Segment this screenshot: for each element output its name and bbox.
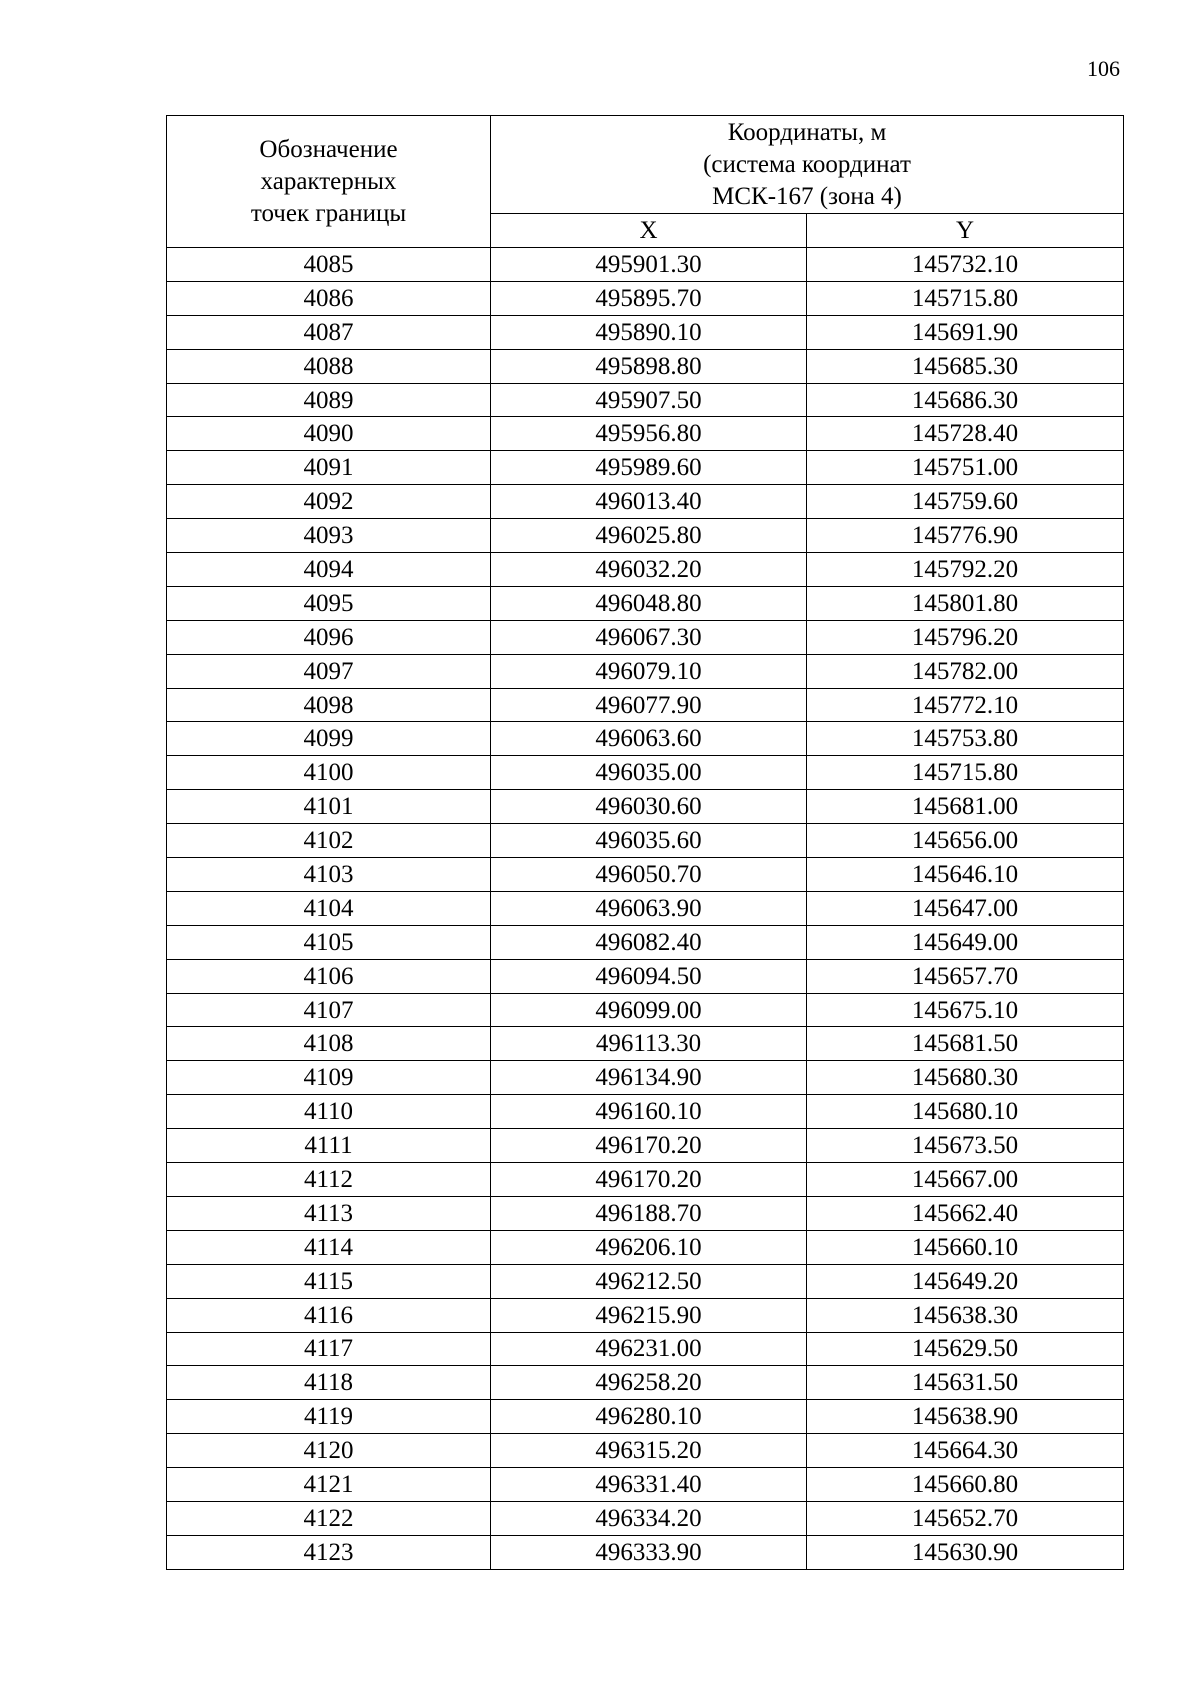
y-coordinate-cell: 145649.00	[807, 925, 1124, 959]
table-row	[167, 417, 1124, 451]
point-cell: 4123	[167, 1535, 491, 1569]
x-coordinate-cell: 496215.90	[491, 1298, 807, 1332]
x-coordinate-cell: 496035.60	[491, 824, 807, 858]
y-coordinate-cell: 145801.80	[807, 586, 1124, 620]
point-cell: 4103	[167, 858, 491, 892]
table-row	[167, 1298, 1124, 1332]
point-cell: 4097	[167, 654, 491, 688]
table-row	[167, 451, 1124, 485]
y-coordinate-cell: 145646.10	[807, 858, 1124, 892]
y-coordinate-cell: 145638.30	[807, 1298, 1124, 1332]
table-body	[167, 248, 1124, 1570]
y-coordinate-cell: 145680.10	[807, 1095, 1124, 1129]
point-cell: 4088	[167, 349, 491, 383]
point-cell: 4093	[167, 519, 491, 553]
y-coordinate-cell: 145657.70	[807, 959, 1124, 993]
y-coordinate-cell: 145680.30	[807, 1061, 1124, 1095]
table-row	[167, 1535, 1124, 1569]
x-coordinate-cell: 496067.30	[491, 620, 807, 654]
x-coordinate-cell: 496063.90	[491, 891, 807, 925]
x-coordinate-cell: 496094.50	[491, 959, 807, 993]
y-coordinate-cell: 145796.20	[807, 620, 1124, 654]
point-cell: 4099	[167, 722, 491, 756]
page-number: 106	[1087, 56, 1120, 81]
point-cell: 4101	[167, 790, 491, 824]
y-coordinate-cell: 145685.30	[807, 349, 1124, 383]
point-cell: 4089	[167, 383, 491, 417]
x-coordinate-cell: 496025.80	[491, 519, 807, 553]
y-coordinate-cell: 145667.00	[807, 1163, 1124, 1197]
y-coordinate-cell: 145662.40	[807, 1196, 1124, 1230]
designation-header	[167, 116, 491, 248]
y-coordinate-cell: 145638.90	[807, 1400, 1124, 1434]
table-row	[167, 1434, 1124, 1468]
table-row	[167, 1163, 1124, 1197]
y-coordinate-cell: 145691.90	[807, 315, 1124, 349]
y-coordinate-cell: 145732.10	[807, 248, 1124, 282]
y-coordinate-cell: 145681.50	[807, 1027, 1124, 1061]
point-cell: 4119	[167, 1400, 491, 1434]
point-cell: 4109	[167, 1061, 491, 1095]
x-coordinate-cell: 496206.10	[491, 1230, 807, 1264]
point-cell: 4122	[167, 1501, 491, 1535]
point-cell: 4120	[167, 1434, 491, 1468]
table-row	[167, 722, 1124, 756]
table-row	[167, 925, 1124, 959]
x-coordinate-cell: 495907.50	[491, 383, 807, 417]
y-coordinate-cell: 145753.80	[807, 722, 1124, 756]
x-coordinate-cell: 496258.20	[491, 1366, 807, 1400]
coordinates-table	[166, 115, 1124, 1570]
table-row	[167, 688, 1124, 722]
table-row	[167, 519, 1124, 553]
coordinates-header	[491, 116, 1124, 214]
point-cell: 4107	[167, 993, 491, 1027]
y-coordinate-cell: 145776.90	[807, 519, 1124, 553]
y-header: Y	[807, 214, 1124, 248]
table-row	[167, 654, 1124, 688]
point-cell: 4090	[167, 417, 491, 451]
table-header	[167, 116, 1124, 248]
designation-header-line: характерных	[260, 167, 397, 195]
point-cell: 4085	[167, 248, 491, 282]
point-cell: 4114	[167, 1230, 491, 1264]
x-coordinate-cell: 496050.70	[491, 858, 807, 892]
table-row	[167, 315, 1124, 349]
y-coordinate-cell: 145629.50	[807, 1332, 1124, 1366]
table-row	[167, 1230, 1124, 1264]
table-row	[167, 349, 1124, 383]
point-cell: 4108	[167, 1027, 491, 1061]
coordinates-header-line: МСК-167 (зона 4)	[712, 182, 902, 210]
point-cell: 4100	[167, 756, 491, 790]
table-row	[167, 553, 1124, 587]
table-row	[167, 586, 1124, 620]
x-coordinate-cell: 496212.50	[491, 1264, 807, 1298]
x-coordinate-cell: 496134.90	[491, 1061, 807, 1095]
point-cell: 4086	[167, 281, 491, 315]
coordinates-header-line: (система координат	[703, 150, 911, 178]
table-row	[167, 620, 1124, 654]
point-cell: 4111	[167, 1129, 491, 1163]
table-row	[167, 1501, 1124, 1535]
x-coordinate-cell: 496315.20	[491, 1434, 807, 1468]
table-row	[167, 1196, 1124, 1230]
x-coordinate-cell: 496077.90	[491, 688, 807, 722]
x-coordinate-cell: 496013.40	[491, 485, 807, 519]
point-cell: 4106	[167, 959, 491, 993]
y-coordinate-cell: 145652.70	[807, 1501, 1124, 1535]
table-row	[167, 858, 1124, 892]
y-coordinate-cell: 145647.00	[807, 891, 1124, 925]
table-row	[167, 248, 1124, 282]
x-coordinate-cell: 496032.20	[491, 553, 807, 587]
x-coordinate-cell: 496231.00	[491, 1332, 807, 1366]
designation-header-line: Обозначение	[259, 135, 398, 163]
x-coordinate-cell: 496063.60	[491, 722, 807, 756]
y-coordinate-cell: 145728.40	[807, 417, 1124, 451]
y-coordinate-cell: 145715.80	[807, 756, 1124, 790]
y-coordinate-cell: 145649.20	[807, 1264, 1124, 1298]
x-coordinate-cell: 496030.60	[491, 790, 807, 824]
point-cell: 4113	[167, 1196, 491, 1230]
x-coordinate-cell: 496170.20	[491, 1163, 807, 1197]
y-coordinate-cell: 145772.10	[807, 688, 1124, 722]
table-row	[167, 1468, 1124, 1502]
point-cell: 4112	[167, 1163, 491, 1197]
table-row	[167, 1129, 1124, 1163]
table-row	[167, 1264, 1124, 1298]
point-cell: 4087	[167, 315, 491, 349]
point-cell: 4098	[167, 688, 491, 722]
table-row	[167, 824, 1124, 858]
point-cell: 4095	[167, 586, 491, 620]
table-row	[167, 959, 1124, 993]
x-coordinate-cell: 496099.00	[491, 993, 807, 1027]
y-coordinate-cell: 145656.00	[807, 824, 1124, 858]
y-coordinate-cell: 145630.90	[807, 1535, 1124, 1569]
y-coordinate-cell: 145660.10	[807, 1230, 1124, 1264]
y-coordinate-cell: 145681.00	[807, 790, 1124, 824]
table-row	[167, 1061, 1124, 1095]
x-coordinate-cell: 496035.00	[491, 756, 807, 790]
x-coordinate-cell: 495901.30	[491, 248, 807, 282]
point-cell: 4121	[167, 1468, 491, 1502]
table-row	[167, 790, 1124, 824]
x-coordinate-cell: 496334.20	[491, 1501, 807, 1535]
table-row	[167, 1027, 1124, 1061]
table-row	[167, 1400, 1124, 1434]
y-coordinate-cell: 145664.30	[807, 1434, 1124, 1468]
x-coordinate-cell: 496170.20	[491, 1129, 807, 1163]
table-row	[167, 756, 1124, 790]
x-coordinate-cell: 495989.60	[491, 451, 807, 485]
y-coordinate-cell: 145660.80	[807, 1468, 1124, 1502]
point-cell: 4110	[167, 1095, 491, 1129]
y-coordinate-cell: 145751.00	[807, 451, 1124, 485]
y-coordinate-cell: 145759.60	[807, 485, 1124, 519]
x-coordinate-cell: 495956.80	[491, 417, 807, 451]
y-coordinate-cell: 145631.50	[807, 1366, 1124, 1400]
table-row	[167, 993, 1124, 1027]
point-cell: 4096	[167, 620, 491, 654]
x-coordinate-cell: 496188.70	[491, 1196, 807, 1230]
y-coordinate-cell: 145686.30	[807, 383, 1124, 417]
point-cell: 4092	[167, 485, 491, 519]
point-cell: 4094	[167, 553, 491, 587]
designation-header-line: точек границы	[250, 199, 407, 227]
x-coordinate-cell: 495890.10	[491, 315, 807, 349]
y-coordinate-cell: 145792.20	[807, 553, 1124, 587]
y-coordinate-cell: 145675.10	[807, 993, 1124, 1027]
point-cell: 4116	[167, 1298, 491, 1332]
y-coordinate-cell: 145782.00	[807, 654, 1124, 688]
x-coordinate-cell: 496048.80	[491, 586, 807, 620]
table-row	[167, 891, 1124, 925]
x-header: X	[491, 214, 807, 248]
point-cell: 4117	[167, 1332, 491, 1366]
point-cell: 4102	[167, 824, 491, 858]
x-coordinate-cell: 496079.10	[491, 654, 807, 688]
table-row	[167, 1332, 1124, 1366]
y-coordinate-cell: 145673.50	[807, 1129, 1124, 1163]
table-row	[167, 1366, 1124, 1400]
x-coordinate-cell: 496113.30	[491, 1027, 807, 1061]
table-row	[167, 281, 1124, 315]
x-coordinate-cell: 496333.90	[491, 1535, 807, 1569]
table-row	[167, 485, 1124, 519]
table-row	[167, 1095, 1124, 1129]
x-coordinate-cell: 496280.10	[491, 1400, 807, 1434]
x-coordinate-cell: 496331.40	[491, 1468, 807, 1502]
x-coordinate-cell: 495895.70	[491, 281, 807, 315]
point-cell: 4104	[167, 891, 491, 925]
point-cell: 4091	[167, 451, 491, 485]
x-coordinate-cell: 496082.40	[491, 925, 807, 959]
coordinates-header-line: Координаты, м	[727, 118, 887, 146]
table-row	[167, 383, 1124, 417]
y-coordinate-cell: 145715.80	[807, 281, 1124, 315]
x-coordinate-cell: 496160.10	[491, 1095, 807, 1129]
point-cell: 4115	[167, 1264, 491, 1298]
point-cell: 4118	[167, 1366, 491, 1400]
x-coordinate-cell: 495898.80	[491, 349, 807, 383]
point-cell: 4105	[167, 925, 491, 959]
